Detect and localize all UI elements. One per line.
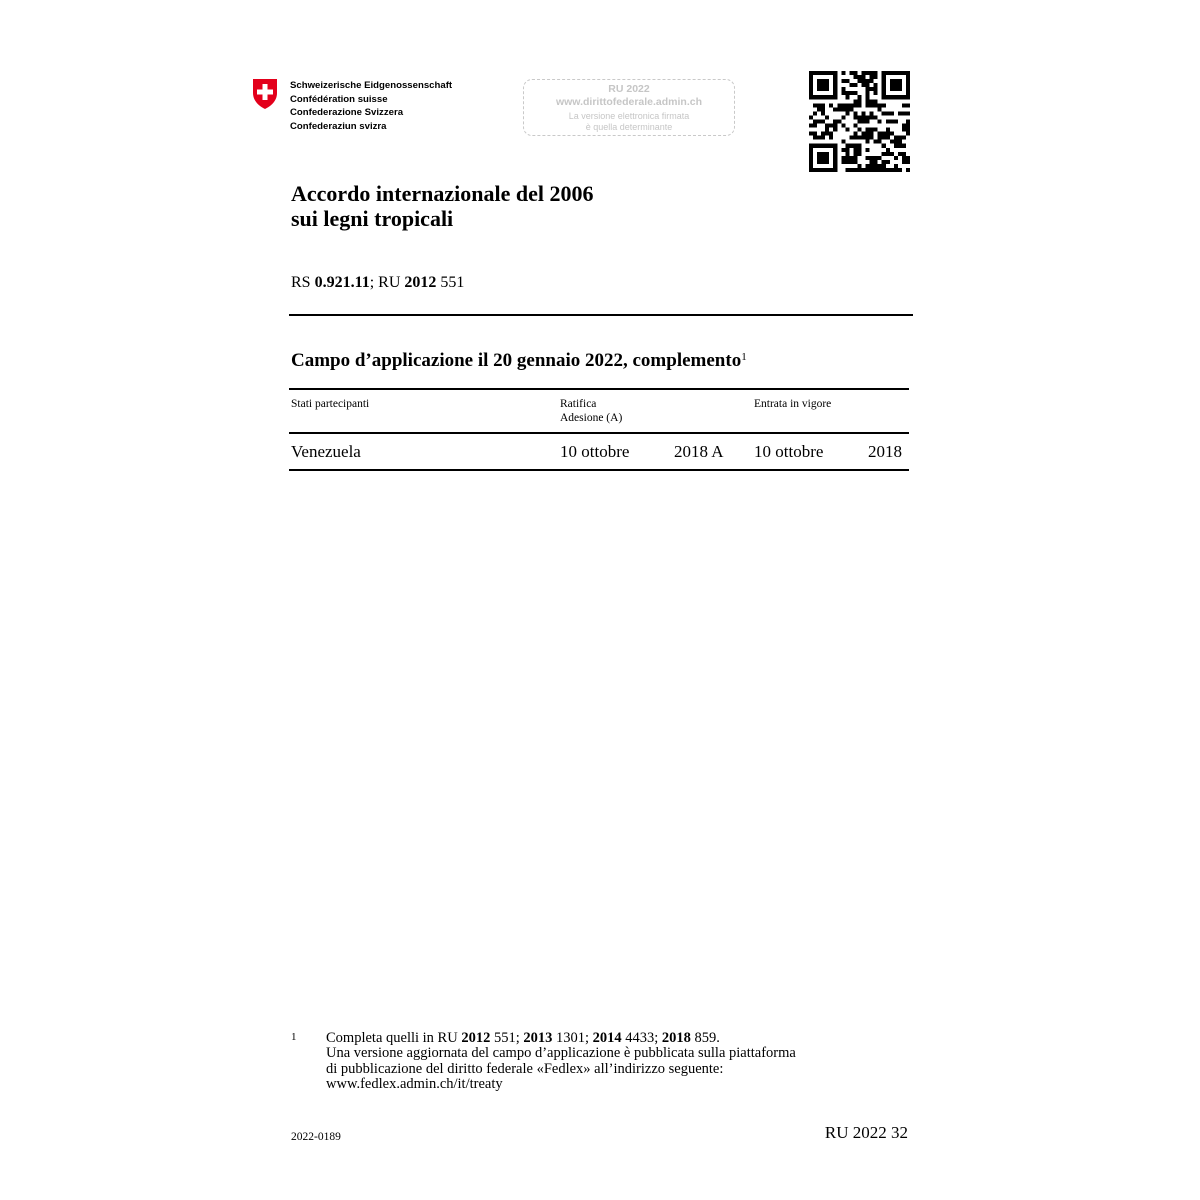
footnote-line-1 bbox=[326, 1031, 796, 1046]
qr-code-icon bbox=[809, 71, 910, 172]
table-top-rule bbox=[289, 388, 909, 390]
footnote-number: 1 bbox=[291, 1031, 297, 1043]
fn-part-2: 551; bbox=[490, 1030, 524, 1046]
fn-part-4: 4433; bbox=[621, 1030, 662, 1046]
cell-state: Venezuela bbox=[291, 442, 361, 461]
stamp-line-3: La versione elettronica firmata bbox=[568, 111, 690, 121]
fn-bold-2: 2013 bbox=[523, 1030, 553, 1046]
confederation-names bbox=[290, 79, 452, 133]
ref-separator: ; RU bbox=[369, 274, 405, 291]
footnote-text bbox=[326, 1031, 796, 1092]
confederation-name-fr: Confédération suisse bbox=[290, 93, 388, 105]
page-reference: RU 2022 32 bbox=[824, 1123, 908, 1142]
cell-ratification-date: 10 ottobre bbox=[560, 442, 630, 461]
reference-line bbox=[291, 274, 464, 292]
ru-year: 2012 bbox=[404, 274, 437, 291]
confederation-name-de: Schweizerische Eidgenossenschaft bbox=[290, 80, 453, 91]
ru-page: 551 bbox=[436, 274, 465, 291]
stamp-line-4: è quella determinante bbox=[585, 122, 673, 132]
footnote-link[interactable]: www.fedlex.admin.ch/it/treaty bbox=[326, 1075, 503, 1092]
table-bottom-rule bbox=[289, 469, 909, 471]
rs-prefix: RS bbox=[291, 274, 315, 291]
footnote-line-3: di pubblicazione del diritto federale «Fedlex» all’indirizzo seguente: bbox=[326, 1060, 724, 1077]
cell-entry-year: 2018 bbox=[868, 442, 902, 461]
footnote-line-2: Una versione aggiornata del campo d’applicazione è pubblicata sulla piattaforma bbox=[326, 1045, 796, 1062]
title-line-1: Accordo internazionale del 2006 bbox=[291, 181, 594, 206]
title-line-2: sui legni tropicali bbox=[291, 206, 454, 231]
stamp-line-2: www.dirittofederale.admin.ch bbox=[555, 96, 703, 108]
cell-ratification-year: 2018 A bbox=[674, 442, 724, 461]
fn-bold-1: 2012 bbox=[461, 1030, 491, 1046]
rs-number: 0.921.11 bbox=[314, 274, 370, 291]
fn-part-5: 859. bbox=[690, 1030, 720, 1046]
document-id: 2022-0189 bbox=[291, 1131, 341, 1143]
section-heading-text: Campo d’applicazione il 20 gennaio 2022, complemento bbox=[291, 350, 742, 371]
swiss-cross-shield-icon bbox=[252, 78, 278, 110]
title-divider bbox=[289, 314, 913, 316]
fn-part-3: 1301; bbox=[552, 1030, 593, 1046]
fn-bold-3: 2014 bbox=[592, 1030, 622, 1046]
stamp-line-1: RU 2022 bbox=[608, 83, 650, 95]
header-ratification-line-2: Adesione (A) bbox=[560, 411, 623, 424]
header-entry-into-force: Entrata in vigore bbox=[754, 398, 832, 410]
confederation-name-rm: Confederaziun svizra bbox=[290, 120, 387, 132]
confederation-name-it: Confederazione Svizzera bbox=[290, 107, 404, 118]
header-ratification-line-1: Ratifica bbox=[560, 398, 597, 410]
section-heading bbox=[291, 350, 747, 372]
footnote-mark: 1 bbox=[741, 351, 747, 363]
table-header-rule bbox=[289, 432, 909, 434]
cell-entry-date: 10 ottobre bbox=[754, 442, 824, 461]
electronic-version-stamp bbox=[523, 79, 735, 136]
document-title bbox=[291, 181, 593, 231]
header-ratification bbox=[560, 398, 622, 425]
fn-part-1: Completa quelli in RU bbox=[326, 1030, 462, 1046]
header-states: Stati partecipanti bbox=[291, 398, 370, 410]
fn-bold-4: 2018 bbox=[661, 1030, 691, 1046]
